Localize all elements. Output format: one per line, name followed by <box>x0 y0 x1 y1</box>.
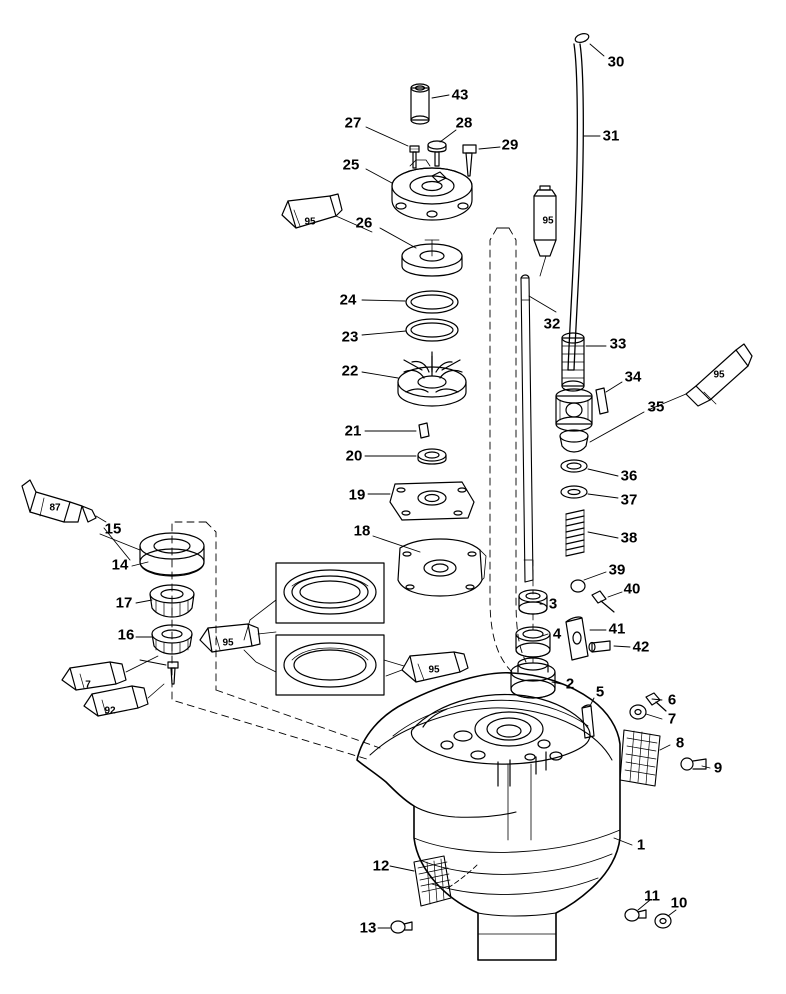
part-22-impeller <box>398 352 466 406</box>
tube-label-95-upper-right: 95 <box>542 215 554 227</box>
callout-10: 10 <box>670 894 688 912</box>
part-19-base-plate <box>390 482 474 520</box>
callout-27: 27 <box>344 114 362 132</box>
callout-35: 35 <box>647 398 665 416</box>
tube-label-95-lower: 95 <box>428 664 440 676</box>
callout-41: 41 <box>608 620 626 638</box>
callout-7: 7 <box>667 710 677 728</box>
callout-5: 5 <box>595 683 605 701</box>
callout-21: 21 <box>344 422 362 440</box>
callout-11: 11 <box>644 887 660 905</box>
part-33-bellows <box>562 333 584 391</box>
callout-9: 9 <box>713 759 723 777</box>
callout-4: 4 <box>552 625 562 643</box>
lubricant-tube-92 <box>84 686 148 716</box>
callout-6: 6 <box>667 691 677 709</box>
bearing-detail-box-upper <box>276 563 384 623</box>
tube-label-95-upper-left: 95 <box>304 216 316 228</box>
callout-37: 37 <box>620 491 638 509</box>
callout-15: 15 <box>104 520 122 538</box>
part-35-cap <box>560 430 588 452</box>
gear-housing-body <box>357 673 620 960</box>
callout-3: 3 <box>548 595 558 613</box>
callout-13: 13 <box>359 919 377 937</box>
part-23-oring <box>406 319 458 341</box>
part-29-bolt <box>463 145 476 176</box>
part-42-pin <box>589 641 610 652</box>
callout-2: 2 <box>565 675 575 693</box>
callout-34: 34 <box>624 368 642 386</box>
part-11-bolt <box>625 909 646 921</box>
callout-12: 12 <box>372 857 390 875</box>
callout-28: 28 <box>455 114 473 132</box>
callout-29: 29 <box>501 136 519 154</box>
callout-36: 36 <box>620 467 638 485</box>
part-20-washer <box>418 449 446 464</box>
part-31-shift-rod <box>568 44 583 370</box>
part-34-coupler <box>556 388 608 431</box>
tube-label-95-mid-left: 95 <box>222 637 234 649</box>
part-18-gasket-plate <box>398 539 486 596</box>
callout-18: 18 <box>353 522 371 540</box>
part-2-sleeve <box>511 658 555 698</box>
callout-32: 32 <box>543 315 561 333</box>
callout-43: 43 <box>451 86 469 104</box>
part-9-bolt <box>681 758 706 770</box>
callout-40: 40 <box>623 580 641 598</box>
callout-39: 39 <box>608 561 626 579</box>
tube-label-92: 92 <box>104 705 116 717</box>
part-40-screw <box>592 591 614 612</box>
callout-24: 24 <box>339 291 357 309</box>
callout-30: 30 <box>607 53 625 71</box>
part-5-dowel-pin <box>582 705 594 738</box>
part-36-oring <box>561 460 587 472</box>
part-37-washer <box>561 486 587 498</box>
callout-19: 19 <box>348 486 366 504</box>
callout-1: 1 <box>636 836 646 854</box>
callout-20: 20 <box>345 447 363 465</box>
callout-14: 14 <box>111 556 129 574</box>
tube-label-95-right: 95 <box>713 369 725 381</box>
callout-26: 26 <box>355 214 373 232</box>
part-39-ball <box>571 580 585 592</box>
bearing-detail-box-lower <box>276 635 384 695</box>
callout-31: 31 <box>602 127 620 145</box>
part-12-anode <box>414 856 451 906</box>
part-30-tip <box>574 32 590 44</box>
part-7-washer <box>630 705 646 719</box>
lubricant-tube-87 <box>22 480 96 522</box>
callout-8: 8 <box>675 734 685 752</box>
part-38-spring <box>566 510 584 556</box>
part-24-oring <box>406 291 458 313</box>
tube-label-7: 7 <box>85 679 91 691</box>
lubricant-tube-7 <box>62 662 126 690</box>
callout-25: 25 <box>342 156 360 174</box>
part-25-pump-body <box>392 160 472 220</box>
part-6-screw <box>646 693 666 711</box>
part-28-washer <box>428 141 446 166</box>
part-41-shift-cam <box>566 617 588 660</box>
part-32-driveshaft <box>521 275 533 582</box>
part-4-bearing <box>516 627 550 657</box>
callout-42: 42 <box>632 638 650 656</box>
part-43-bushing <box>411 84 429 124</box>
callout-22: 22 <box>341 362 359 380</box>
part-21-key <box>419 423 429 438</box>
callout-38: 38 <box>620 529 638 547</box>
tube-label-87: 87 <box>49 502 61 514</box>
callout-33: 33 <box>609 335 627 353</box>
callout-23: 23 <box>341 328 359 346</box>
callout-17: 17 <box>115 594 133 612</box>
part-8-anode-plate <box>620 730 660 786</box>
part-13-bolt <box>391 921 412 933</box>
callout-16: 16 <box>117 626 135 644</box>
